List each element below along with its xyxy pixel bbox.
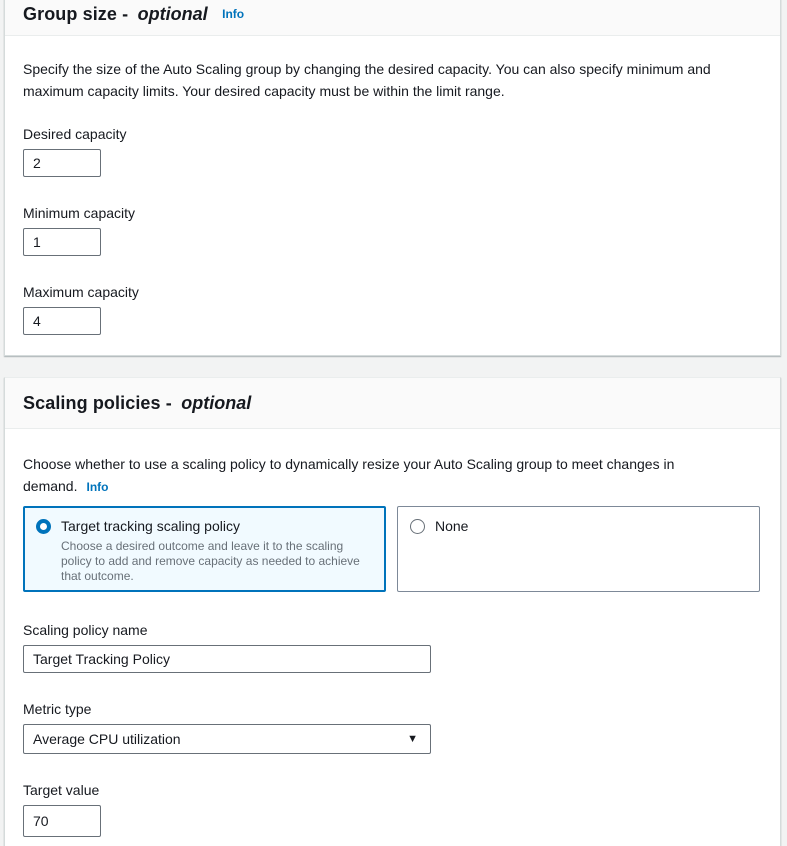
minimum-capacity-input[interactable] [23, 228, 101, 256]
scaling-policies-card-body [5, 429, 780, 846]
scaling-policy-tiles [23, 506, 760, 592]
minimum-capacity-field [23, 203, 760, 256]
metric-type-field [23, 699, 760, 754]
minimum-capacity-label: Minimum capacity [23, 205, 136, 221]
description-line: Choose whether to use a scaling policy to dynamically resize your Auto Scaling group to meet changes in [23, 456, 675, 472]
scaling-policy-name-field [23, 620, 760, 673]
target-value-label: Target value [23, 782, 100, 798]
desired-capacity-input[interactable] [23, 149, 101, 177]
target-value-field [23, 780, 760, 837]
metric-type-selected-value: Average CPU utilization [33, 731, 181, 747]
description-line: demand. [23, 478, 78, 494]
desired-capacity-label: Desired capacity [23, 126, 127, 142]
scaling-policy-name-label: Scaling policy name [23, 622, 148, 638]
scaling-policies-card-header [5, 378, 780, 429]
scaling-policies-title-optional: optional [181, 393, 252, 413]
group-size-card [4, 0, 781, 356]
group-size-info-link[interactable]: Info [222, 7, 245, 21]
scaling-policies-description [23, 453, 760, 498]
group-size-title: Group size - [23, 4, 129, 24]
group-size-card-body [5, 36, 780, 355]
tile-target-tracking-description: Choose a desired outcome and leave it to the scaling policy to add and remove capacity as needed to achieve that outcome. [61, 539, 360, 583]
maximum-capacity-field [23, 282, 760, 335]
tile-none-label: None [435, 518, 469, 534]
maximum-capacity-label: Maximum capacity [23, 284, 139, 300]
maximum-capacity-input[interactable] [23, 307, 101, 335]
chevron-down-icon: ▼ [407, 732, 418, 745]
description-line: maximum capacity limits. Your desired capacity must be within the limit range. [23, 83, 505, 99]
description-line: Specify the size of the Auto Scaling group by changing the desired capacity. You can also specify minimum and [23, 61, 711, 77]
tile-none[interactable] [397, 506, 760, 592]
tile-target-tracking-policy[interactable] [23, 506, 386, 592]
metric-type-label: Metric type [23, 701, 92, 717]
group-size-description [23, 58, 760, 102]
metric-type-select[interactable] [23, 724, 431, 754]
radio-unselected-icon[interactable] [410, 519, 425, 534]
scaling-policies-card [4, 377, 781, 846]
scaling-policy-name-input[interactable] [23, 645, 431, 673]
scaling-policies-info-link[interactable]: Info [86, 480, 109, 494]
group-size-title-optional: optional [137, 4, 208, 24]
group-size-card-header [5, 0, 780, 36]
scaling-policies-title: Scaling policies - [23, 393, 172, 413]
target-value-input[interactable] [23, 805, 101, 837]
desired-capacity-field [23, 124, 760, 177]
radio-selected-icon[interactable] [36, 519, 51, 534]
tile-target-tracking-label: Target tracking scaling policy [61, 518, 240, 534]
